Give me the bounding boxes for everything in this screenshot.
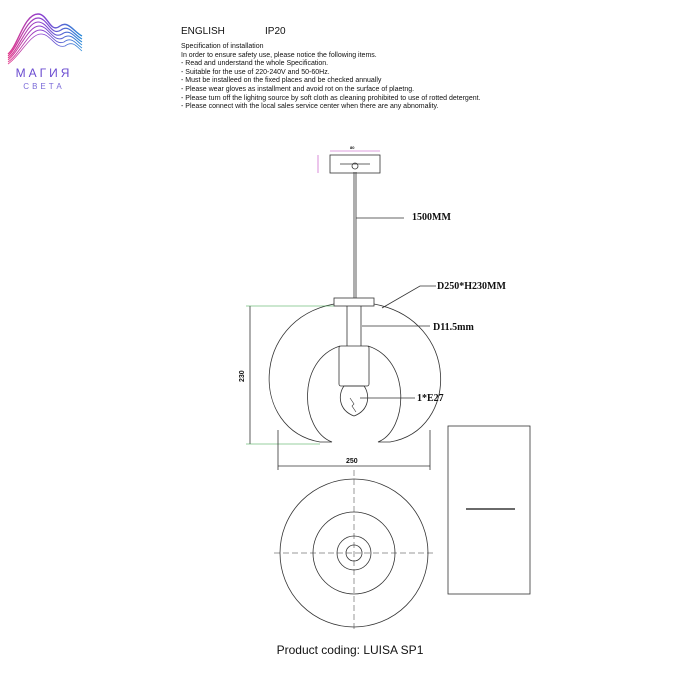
spec-item: - Please turn off the lighitng source by soft cloth as cleaning prohibited to use of rotted detergent.: [181, 94, 481, 102]
logo-tagline: СВЕТА: [23, 82, 65, 91]
spec-item: - Suitable for the use of 220-240V and 50-60Hz.: [181, 68, 330, 76]
bulb: [340, 386, 367, 416]
product-coding: Product coding: LUISA SP1: [276, 643, 424, 657]
shade-size-label: D250*H230MM: [437, 281, 506, 292]
bulb-socket: [339, 346, 369, 386]
height-dimension-label: 230: [239, 370, 246, 382]
glass-shade-left: [269, 304, 340, 442]
package-box: [448, 426, 530, 594]
shade-leader-line: [382, 286, 436, 308]
bulb-label: 1*E27: [417, 393, 444, 404]
spec-item: - Please wear gloves as installment and avoid rot on the surface of plaetng.: [181, 85, 415, 93]
width-dimension-label: 250: [346, 458, 358, 465]
spec-intro: In order to ensure safety use, please notice the following items.: [181, 51, 377, 59]
spec-item: - Read and understand the whole Specification.: [181, 60, 329, 68]
language-label: ENGLISH: [181, 26, 225, 37]
cable-diameter-label: D11.5mm: [433, 322, 474, 333]
spec-item: - Must be installeed on the fixed places and be checked annually: [181, 77, 382, 85]
logo-name: МАГИЯ: [15, 66, 73, 80]
cable-length-label: 1500MM: [412, 212, 451, 223]
spec-title: Specification of installation: [181, 43, 264, 50]
ip-rating: IP20: [265, 26, 286, 37]
canopy-dimension-label: 80: [350, 145, 355, 150]
glass-shade-right: [368, 304, 441, 442]
shade-cap: [334, 298, 374, 306]
spec-item: - Please connect with the local sales service center when there are any abnomality.: [181, 103, 439, 111]
